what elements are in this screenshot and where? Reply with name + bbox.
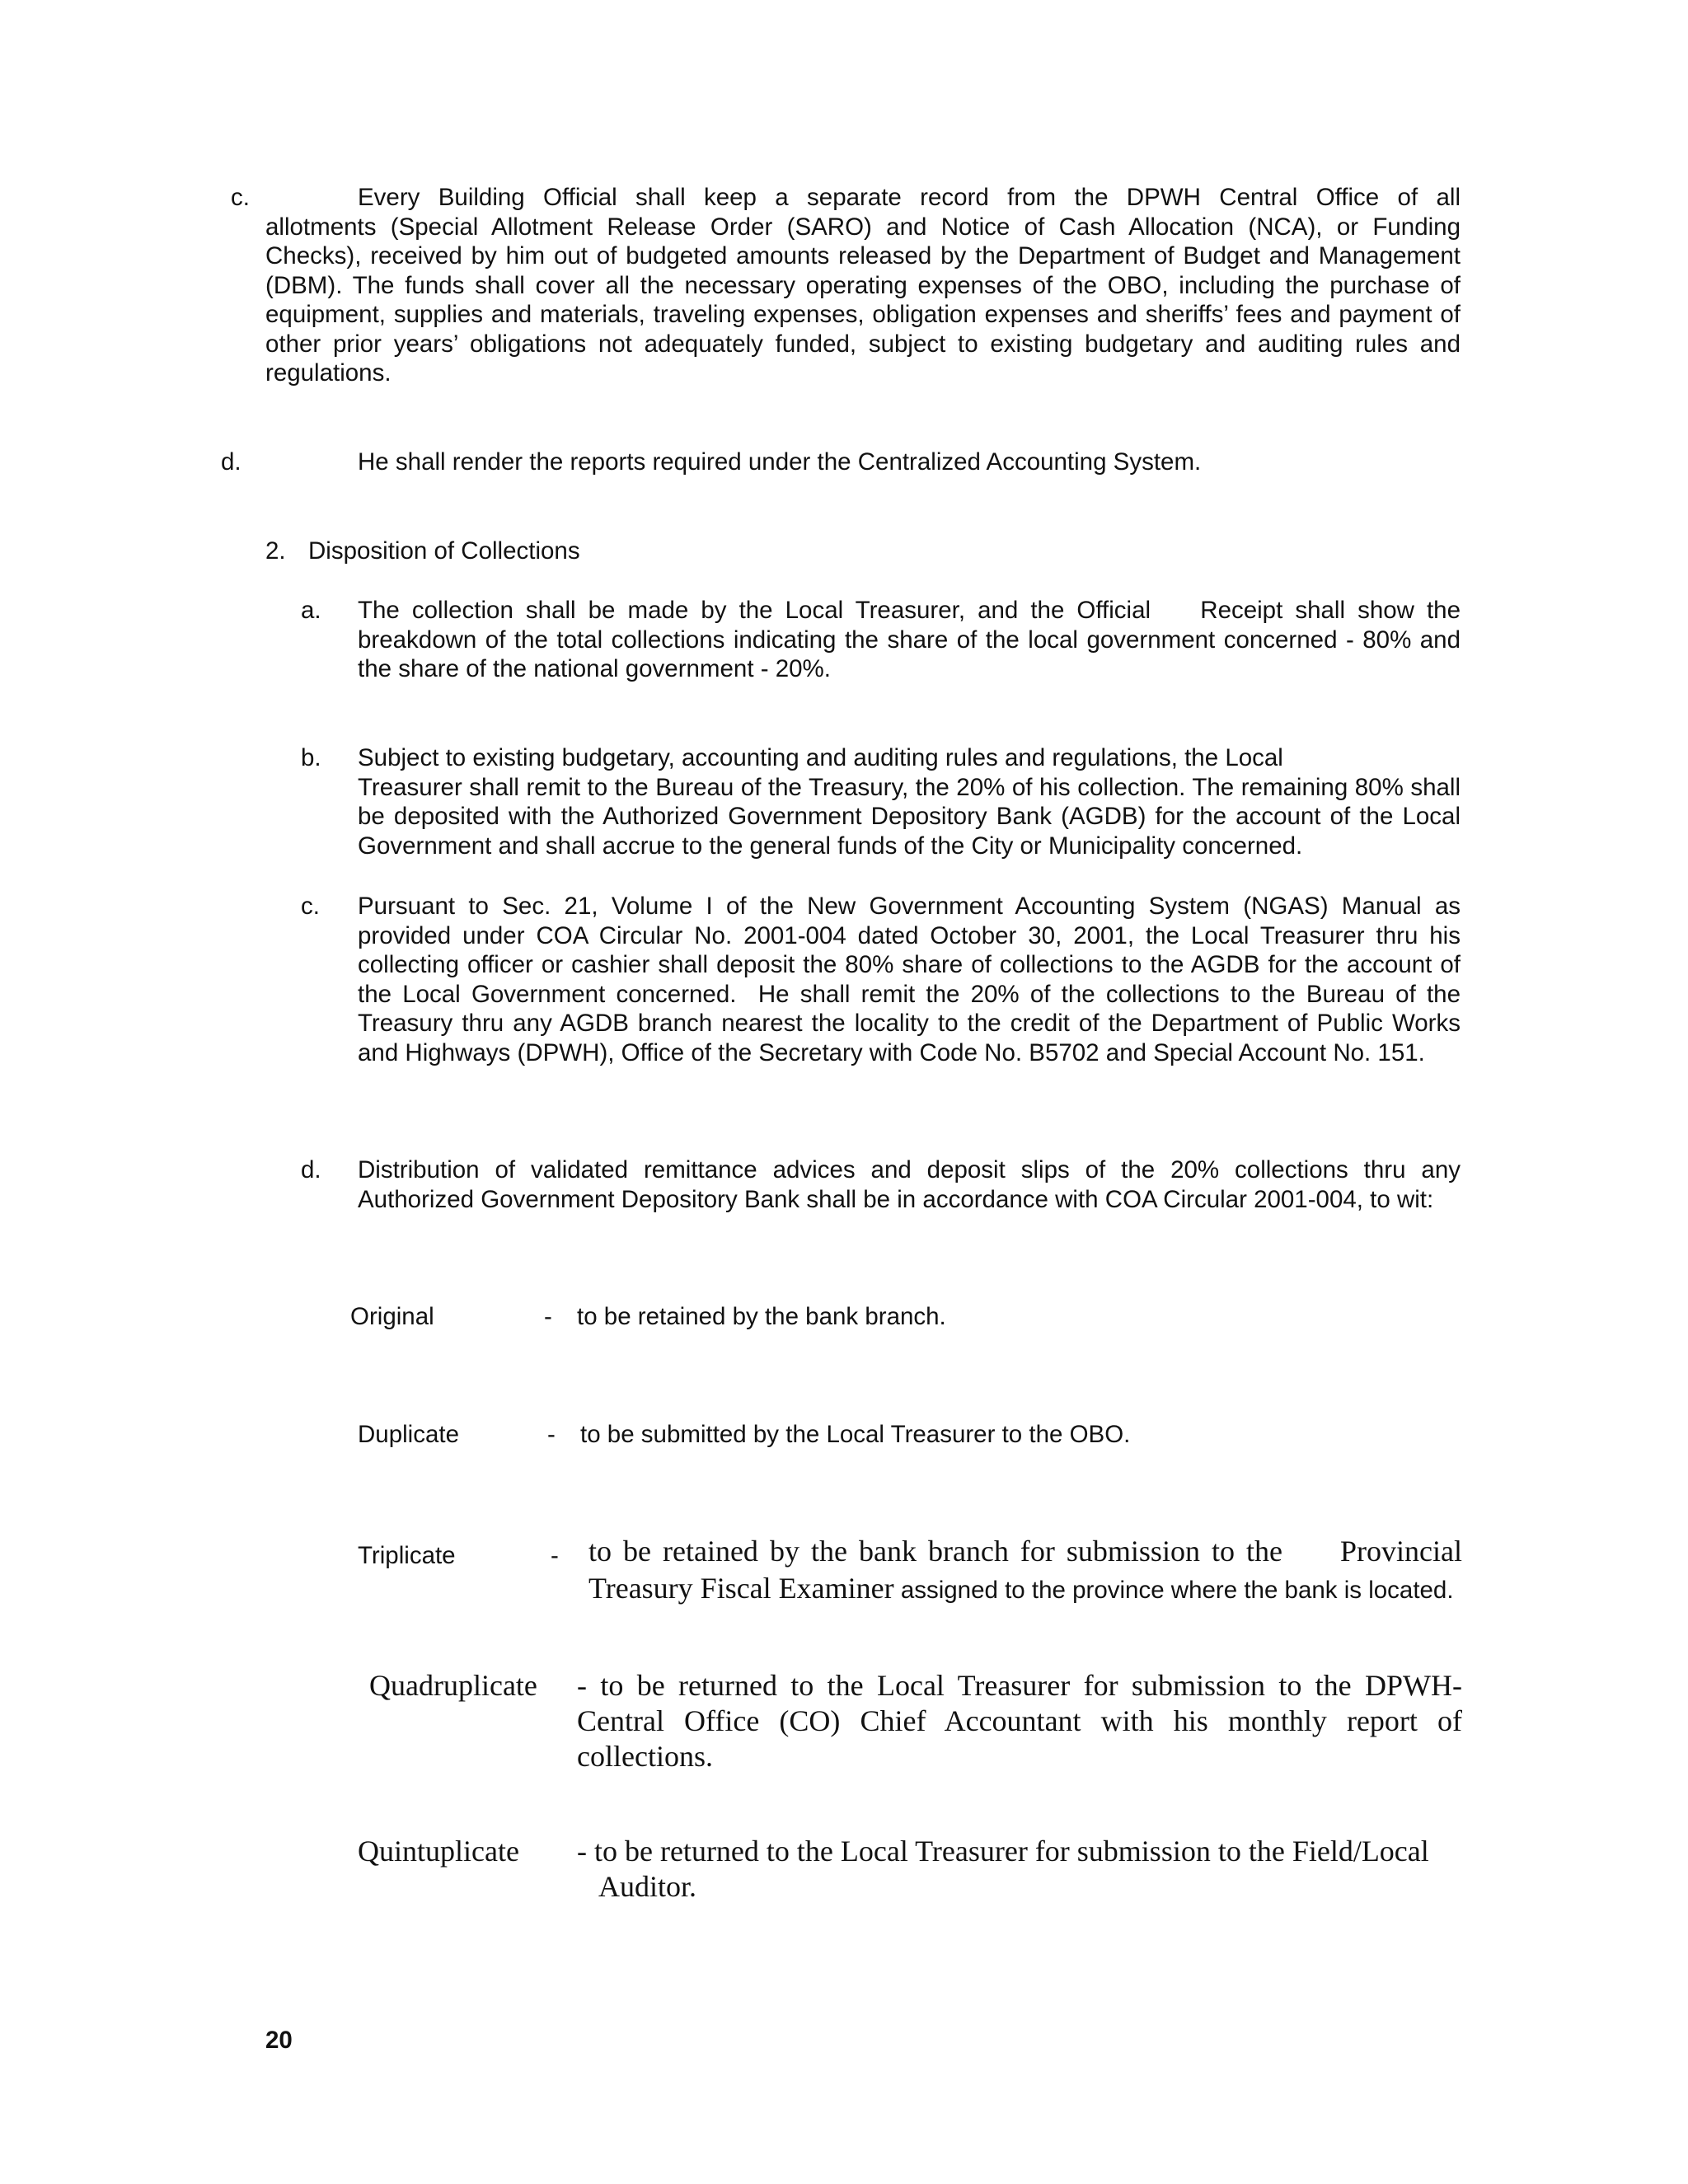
item-b-first-line: Subject to existing budgetary, accounting and auditing rules and regulations, the Local: [358, 744, 1283, 771]
item-c2-marker: c.: [301, 893, 320, 920]
copy-triplicate-dash: -: [551, 1542, 559, 1569]
item-c1-paragraph: [265, 183, 1461, 388]
item-c1-rest: allotments (Special Allotment Release Order (SARO) and Notice of Cash Allocation (NCA), or Funding Checks), received by him out of budgeted amounts released by the Department of Budget and Management (DBM). The funds shall cover all the necessary operating expenses of the OBO, including the purchase of equipment, supplies and materials, traveling expenses, obligation expenses and sheriffs’ fees and payment of other prior years’ obligations not adequately funded, subject to existing budgetary and auditing rules and regulations.: [265, 213, 1461, 387]
item-d2-marker: d.: [301, 1156, 321, 1183]
item-b-paragraph: [358, 743, 1461, 860]
copy-triplicate-text: [588, 1534, 1470, 1608]
copy-original-text: to be retained by the bank branch.: [577, 1303, 946, 1330]
copy-duplicate-label: Duplicate: [358, 1421, 459, 1448]
copy-quadruplicate-label: Quadruplicate: [369, 1669, 537, 1702]
copy-original-dash: -: [544, 1303, 552, 1330]
copy-duplicate-text: to be submitted by the Local Treasurer to the OBO.: [580, 1421, 1131, 1448]
item-d1-text: He shall render the reports required under the Centralized Accounting System.: [358, 448, 1202, 476]
item-d2-text: Distribution of validated remittance advices and deposit slips of the 20% collections thru any Authorized Government Depository Bank shall be in accordance with COA Circular 2001-004, to wit:: [358, 1156, 1461, 1213]
item-a-marker: a.: [301, 597, 321, 624]
copy-quintuplicate-text: [577, 1834, 1462, 1905]
item-c1-first-line: Every Building Official shall keep a separate record from the DPWH Central Office of all: [358, 184, 1461, 211]
copy-quadruplicate-text: - to be returned to the Local Treasurer for submission to the DPWH-Central Office (CO) Chief Accountant with his monthly report of collections.: [577, 1669, 1462, 1773]
copy-triplicate-text-serif: to be retained by the bank branch for submission to the Provincial Treasury Fiscal Examiner: [588, 1535, 1470, 1605]
section-number: 2.: [265, 537, 286, 565]
copy-quintuplicate-line2: Auditor.: [598, 1870, 697, 1903]
copy-duplicate-dash: -: [547, 1421, 556, 1448]
copy-quintuplicate-label: Quintuplicate: [358, 1835, 519, 1868]
copy-triplicate-text-sans: assigned to the province where the bank is located.: [900, 1577, 1454, 1604]
copy-quintuplicate-line1: - to be returned to the Local Treasurer for submission to the Field/Local: [577, 1835, 1429, 1868]
page-number: 20: [265, 2027, 293, 2054]
item-d1-marker: d.: [221, 448, 241, 476]
item-b-rest: Treasurer shall remit to the Bureau of the Treasury, the 20% of his collection. The remaining 80% shall be deposited with the Authorized Government Depository Bank (AGDB) for the account of the Local Government and shall accrue to the general funds of the City or Municipality concerned.: [358, 773, 1461, 860]
copy-original-label: Original: [350, 1303, 434, 1330]
item-c1-marker: c.: [231, 184, 250, 211]
section-title: Disposition of Collections: [308, 537, 580, 565]
item-a-text: The collection shall be made by the Local Treasurer, and the Official Receipt shall show the breakdown of the total collections indicating the share of the local government concerned - 80% and the share of the national government - 20%.: [358, 597, 1468, 682]
item-b-marker: b.: [301, 744, 321, 771]
copy-triplicate-label: Triplicate: [358, 1542, 456, 1569]
item-c2-text: Pursuant to Sec. 21, Volume I of the New Government Accounting System (NGAS) Manual as provided under COA Circular No. 2001-004 dated October 30, 2001, the Local Treasurer thru his collecting officer or cashier shall deposit the 80% share of collections to the AGDB for the account of the Local Government concerned. He shall remit the 20% of the collections to the Bureau of the Treasury thru any AGDB branch nearest the locality to the credit of the Department of Public Works and Highways (DPWH), Office of the Secretary with Code No. B5702 and Special Account No. 151.: [358, 893, 1468, 1066]
